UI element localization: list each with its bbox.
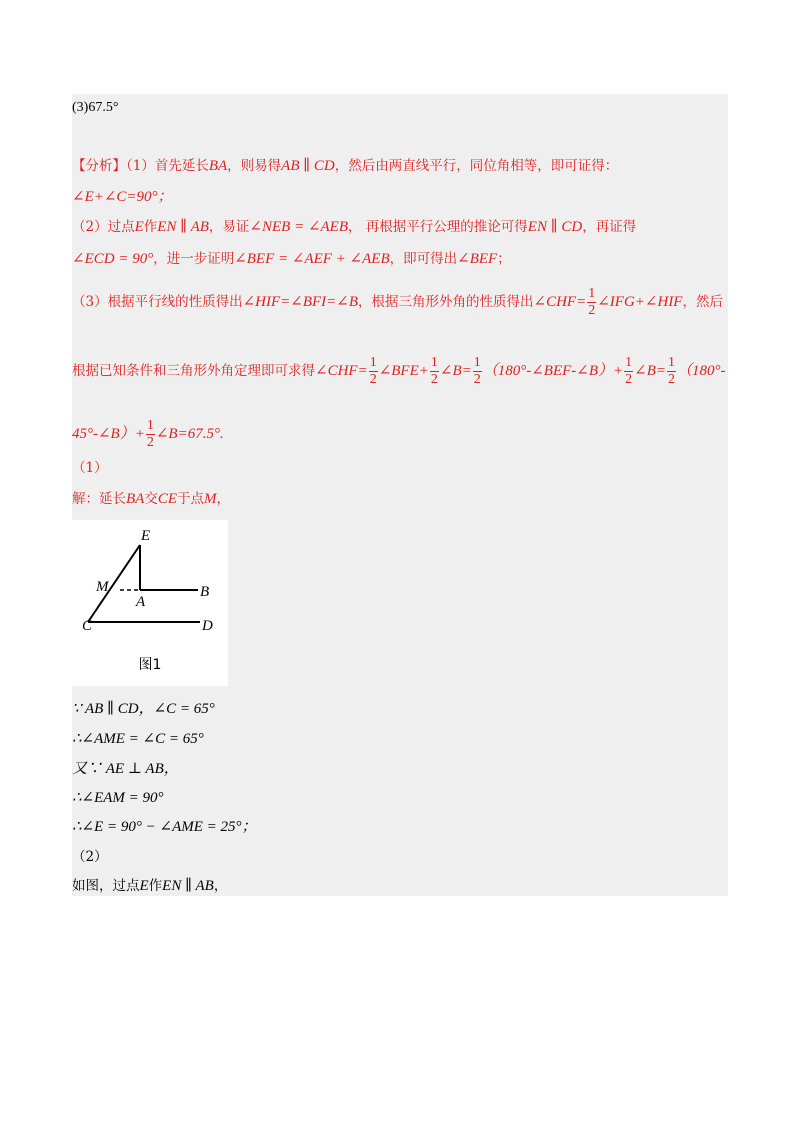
- analysis-math: E: [134, 219, 144, 235]
- analysis-text: ，则易得: [227, 158, 282, 174]
- analysis-math: ∠HIF=∠BFI=∠B: [242, 294, 359, 310]
- analysis-math: ∠ECD = 90°: [72, 251, 154, 267]
- analysis-math: BA: [208, 158, 228, 174]
- label-m: M: [96, 579, 109, 595]
- label-a: A: [136, 594, 146, 610]
- fraction-denominator: 2: [473, 372, 481, 387]
- analysis-math: ∠E+∠C=90°；: [72, 189, 173, 205]
- label-c: C: [82, 618, 93, 634]
- solution-text: ，: [213, 878, 228, 894]
- solution-text: ，: [216, 491, 230, 507]
- geometry-diagram: [72, 520, 228, 650]
- fraction-numerator: 1: [146, 418, 154, 433]
- fraction-numerator: 1: [369, 355, 377, 370]
- fraction-numerator: 1: [625, 355, 633, 370]
- figure-1: [72, 520, 228, 686]
- analysis-text: （2）过点: [72, 219, 135, 235]
- solution-math: ∴∠E = 90° − ∠AME = 25°；: [72, 819, 257, 835]
- solution-line-3: [72, 730, 204, 748]
- analysis-line-1: [72, 157, 618, 175]
- solution-part-1-label: [72, 459, 108, 477]
- analysis-math: ∠BEF: [457, 251, 498, 267]
- solution-text: 作: [148, 878, 163, 894]
- analysis-text: ，然后: [682, 294, 723, 310]
- label-e: E: [141, 528, 151, 544]
- analysis-math: 45°-∠B）+: [72, 426, 145, 442]
- analysis-math: ∠IFG+∠HIF: [597, 294, 683, 310]
- analysis-line-2: [72, 188, 173, 206]
- solution-math: E: [139, 878, 149, 894]
- solution-math: CE: [157, 491, 177, 507]
- fraction-half: [146, 418, 155, 451]
- analysis-line-6: [72, 355, 726, 388]
- solution-math: EN ∥ AB: [162, 878, 214, 894]
- solution-text: 如图，过点: [72, 878, 140, 894]
- analysis-text: ，再证得: [582, 219, 637, 235]
- fraction-half: [587, 286, 596, 319]
- fraction-half: [667, 355, 676, 388]
- analysis-line-3: [72, 218, 636, 236]
- analysis-math: EN ∥ CD: [527, 219, 583, 235]
- analysis-math: ∠B=: [634, 363, 667, 379]
- analysis-text: ，然后由两直线平行，同位角相等，即可证得：: [334, 158, 619, 174]
- solution-math: ∴∠EAM = 90°: [72, 790, 164, 806]
- analysis-text: ，易证: [208, 219, 250, 235]
- fraction-denominator: 2: [146, 435, 154, 450]
- fraction-denominator: 2: [430, 372, 438, 387]
- analysis-text: （3）根据平行线的性质得出: [72, 294, 243, 310]
- solution-math: 又∵ AE ⊥ AB，: [72, 761, 179, 777]
- fraction-numerator: 1: [430, 355, 438, 370]
- analysis-math: ∠BEF = ∠AEF + ∠AEB: [234, 251, 390, 267]
- label-b: B: [200, 584, 210, 600]
- fraction-denominator: 2: [668, 372, 676, 387]
- fraction-half: [430, 355, 439, 388]
- analysis-math: ∠CHF=: [533, 294, 587, 310]
- analysis-line-5: [72, 286, 723, 319]
- solution-line-5: [72, 789, 164, 807]
- solution-math: BA: [126, 491, 145, 507]
- solution-line-2: [72, 700, 215, 718]
- solution-line-1: [72, 490, 230, 508]
- analysis-text: ，即可得出: [389, 251, 458, 267]
- fraction-denominator: 2: [625, 372, 633, 387]
- answer-text: (3)67.5°: [72, 100, 119, 115]
- analysis-math: （180°-∠BEF-∠B）+: [482, 363, 624, 379]
- analysis-math: ∠CHF=: [315, 363, 368, 379]
- analysis-text: 作: [143, 219, 158, 235]
- fraction-numerator: 1: [588, 286, 596, 301]
- fraction-numerator: 1: [668, 355, 676, 370]
- part-label: （1）: [72, 460, 108, 476]
- analysis-text: ，进一步证明: [153, 251, 235, 267]
- fraction-half: [624, 355, 633, 388]
- fraction-half: [369, 355, 378, 388]
- analysis-text: 根据已知条件和三角形外角定理即可求得: [72, 363, 315, 379]
- analysis-math: EN ∥ AB: [157, 219, 209, 235]
- fraction-numerator: 1: [473, 355, 481, 370]
- label-d: D: [202, 618, 213, 634]
- analysis-math: ∠NEB = ∠AEB: [249, 219, 348, 235]
- solution-line-6: [72, 818, 257, 836]
- analysis-math: ∠B=: [439, 363, 472, 379]
- fraction-denominator: 2: [369, 372, 377, 387]
- solution-line-7: [72, 877, 227, 895]
- analysis-math: （180°-: [677, 363, 726, 379]
- solution-text: 交: [144, 491, 158, 507]
- answer-line: [72, 99, 118, 117]
- solution-part-2-label: [72, 848, 108, 866]
- analysis-text: ，根据三角形外角的性质得出: [358, 294, 534, 310]
- solution-math: ∴∠AME = ∠C = 65°: [72, 731, 204, 747]
- analysis-line-7: [72, 418, 224, 451]
- solution-text: 解：延长: [72, 491, 126, 507]
- fraction-denominator: 2: [588, 303, 596, 318]
- analysis-math: AB ∥ CD: [281, 158, 335, 174]
- solution-math: M: [204, 491, 217, 507]
- solution-line-4: [72, 760, 179, 778]
- analysis-text: ；: [497, 251, 511, 267]
- figure-caption: 图1: [138, 657, 162, 673]
- analysis-tag: 【分析】: [72, 158, 126, 174]
- solution-math: ∵ AB ∥ CD，∠C = 65°: [72, 701, 215, 717]
- analysis-math: ∠BFE+: [378, 363, 429, 379]
- analysis-line-4: [72, 250, 511, 268]
- analysis-text: （1）首先延长: [126, 158, 209, 174]
- part-label: （2）: [72, 849, 108, 865]
- analysis-math: ∠B=67.5°.: [155, 426, 224, 442]
- solution-text: 于点: [177, 491, 204, 507]
- analysis-text: ， 再根据平行公理的推论可得: [348, 219, 528, 235]
- fraction-half: [473, 355, 482, 388]
